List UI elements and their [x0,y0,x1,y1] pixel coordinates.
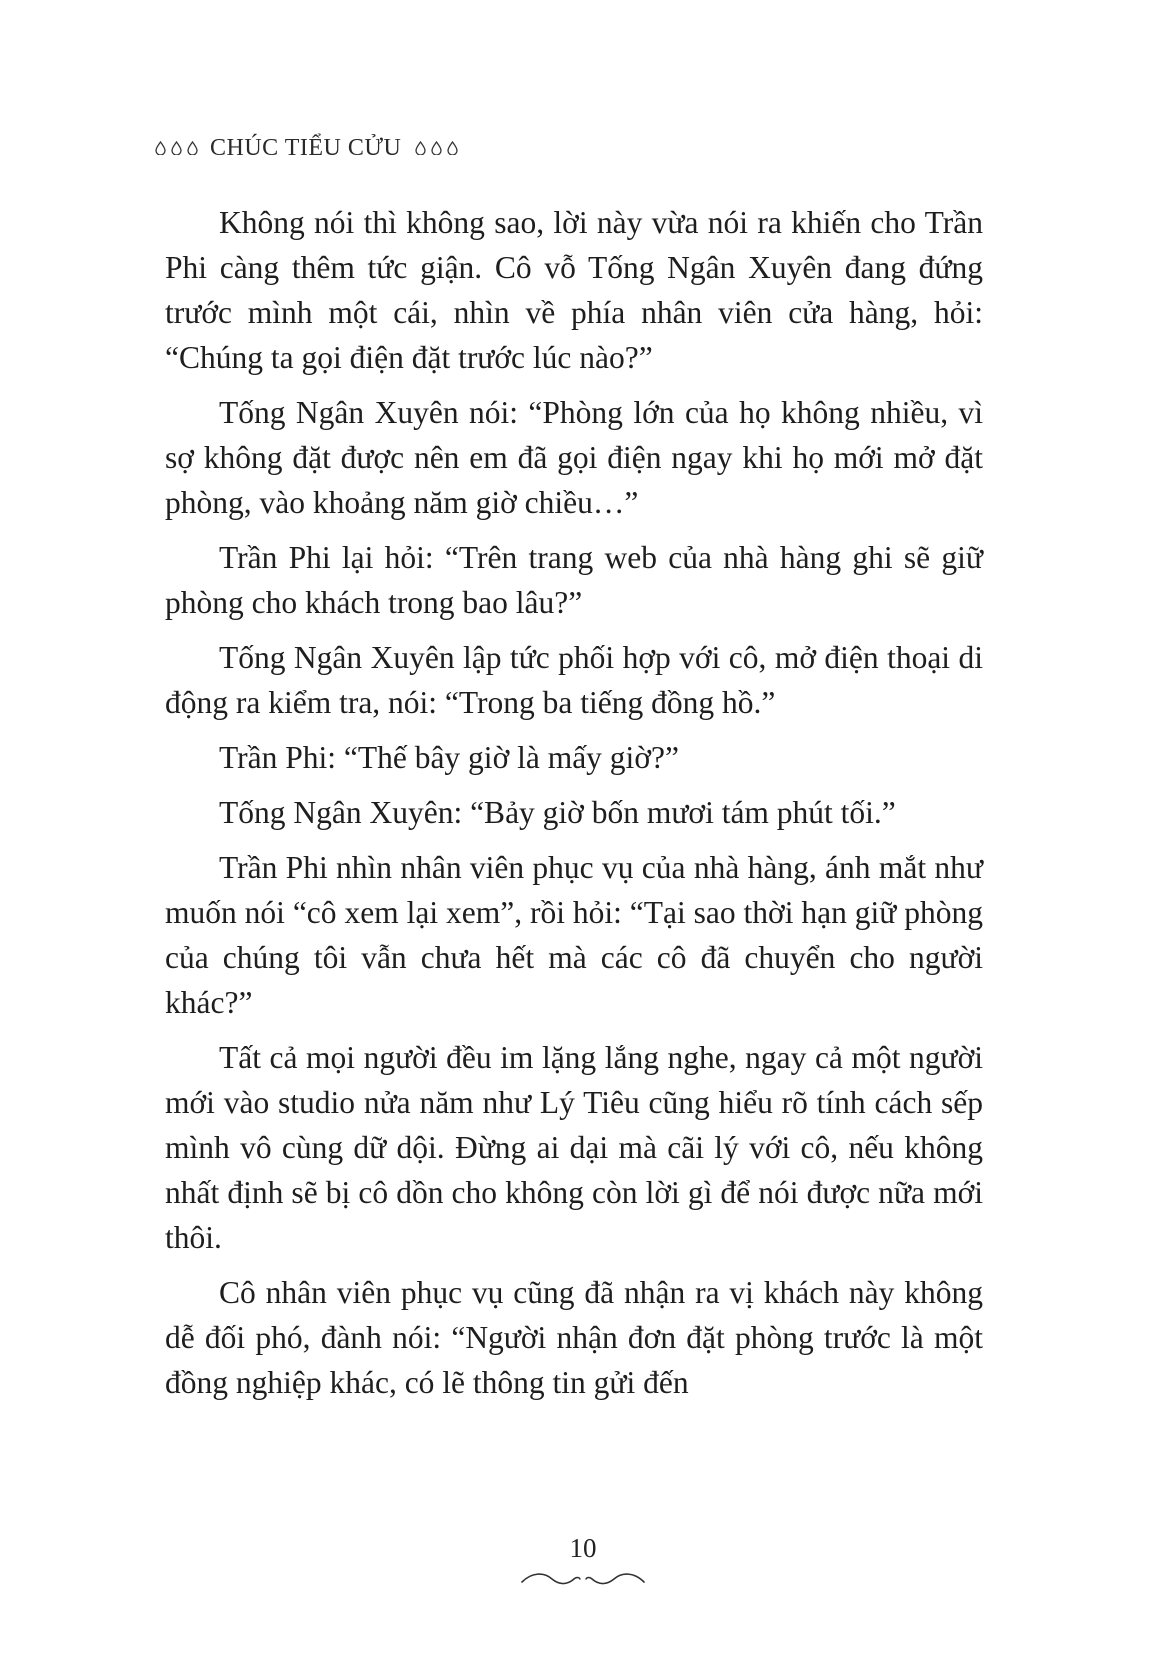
paragraph-2: Tống Ngân Xuyên nói: “Phòng lớn của họ không nhiều, vì sợ không đặt được nên em đã gọi điện ngay khi họ mới mở đặt phòng, vào khoảng năm giờ chiều…” [165,395,983,520]
teardrop-icon [431,141,442,155]
running-header [155,128,458,168]
paragraph-3: Trần Phi lại hỏi: “Trên trang web của nhà hàng ghi sẽ giữ phòng cho khách trong bao lâu?” [165,540,983,620]
teardrop-icon [447,141,458,155]
paragraph-8: Tất cả mọi người đều im lặng lắng nghe, ngay cả một người mới vào studio nửa năm như Lý Tiêu cũng hiểu rõ tính cách sếp mình vô cùng dữ dội. Đừng ai dại mà cãi lý với cô, nếu không nhất định sẽ bị cô dồn cho không còn lời gì để nói được nữa mới thôi. [165,1040,983,1255]
book-title: CHÚC TIỂU CỬU [210,134,402,161]
teardrop-icon [415,141,426,155]
paragraph-9: Cô nhân viên phục vụ cũng đã nhận ra vị khách này không dễ đối phó, đành nói: “Người nhận đơn đặt phòng trước là một đồng nghiệp khác, có lẽ thông tin gửi đến [165,1275,983,1400]
wave-flourish-icon [518,1570,648,1592]
body-text [165,200,983,1415]
triple-teardrop-ornament-icon-right [415,141,458,155]
triple-teardrop-ornament-icon-left [155,141,198,155]
page-number: 10 [569,1533,597,1563]
teardrop-icon [155,141,166,155]
teardrop-icon [171,141,182,155]
paragraph-6: Tống Ngân Xuyên: “Bảy giờ bốn mươi tám phút tối.” [219,795,896,830]
paragraph-5: Trần Phi: “Thế bây giờ là mấy giờ?” [219,740,679,775]
page-footer [0,1532,1166,1592]
teardrop-icon [187,141,198,155]
paragraph-1: Không nói thì không sao, lời này vừa nói ra khiến cho Trần Phi càng thêm tức giận. Cô vỗ Tống Ngân Xuyên đang đứng trước mình một cái, nhìn về phía nhân viên cửa hàng, hỏi: “Chúng ta gọi điện đặt trước lúc nào?” [165,205,983,375]
paragraph-4: Tống Ngân Xuyên lập tức phối hợp với cô, mở điện thoại di động ra kiểm tra, nói: “Trong ba tiếng đồng hồ.” [165,640,983,720]
paragraph-7: Trần Phi nhìn nhân viên phục vụ của nhà hàng, ánh mắt như muốn nói “cô xem lại xem”, rồi hỏi: “Tại sao thời hạn giữ phòng của chúng tôi vẫn chưa hết mà các cô đã chuyển cho người khác?” [165,850,983,1020]
